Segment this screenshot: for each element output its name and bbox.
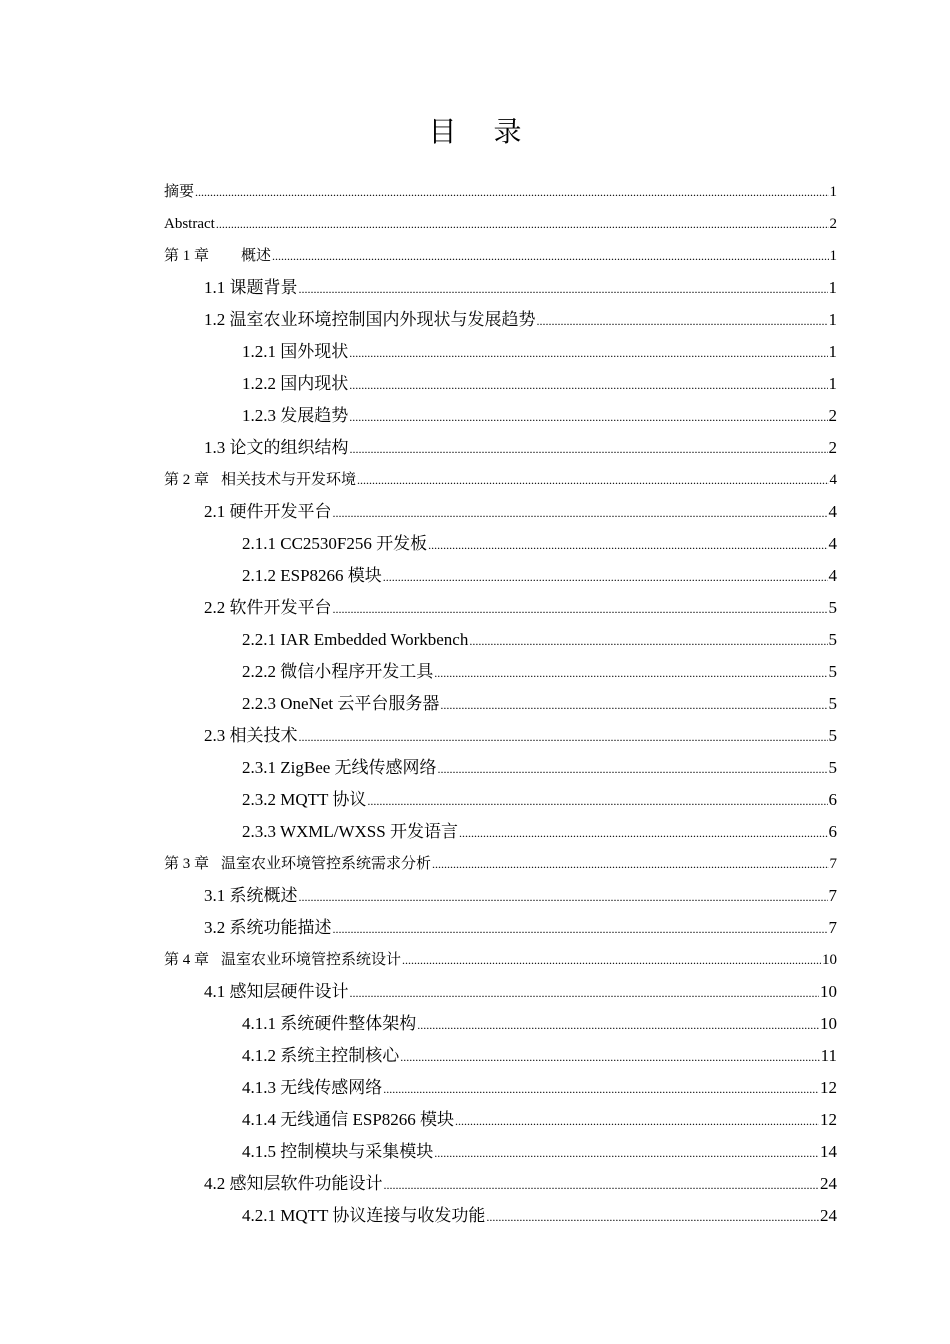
toc-dot-leader [272,240,828,272]
toc-dot-leader [333,593,828,624]
toc-entry-label: 1.1 课题背景 [204,278,298,297]
toc-entry-label: 相关技术与开发环境 [221,472,357,488]
toc-dot-leader [438,753,828,784]
toc-dot-leader [195,176,828,208]
toc-dot-leader [383,1073,819,1104]
toc-entry-label: 4.1.5 控制模块与采集模块 [242,1142,434,1161]
toc-entry[interactable] [164,176,837,208]
toc-entry-label: 2.2.1 IAR Embedded Workbench [242,630,469,649]
toc-dot-leader [469,625,827,656]
toc-entry[interactable] [164,912,837,944]
toc-entry-label: Abstract [164,216,215,232]
toc-page-number: 10 [820,1014,837,1033]
toc-entry[interactable] [164,464,837,496]
toc-entry-label: 1.2.1 国外现状 [242,342,349,361]
toc-page-number: 7 [828,918,837,937]
toc-entry-label: 2.3.3 WXML/WXSS 开发语言 [242,822,458,841]
toc-entry[interactable] [164,368,837,400]
toc-page-number: 4 [828,534,837,553]
toc-entry[interactable] [164,752,837,784]
toc-dot-leader [417,1009,819,1040]
toc-dot-leader [384,1169,820,1200]
toc-entry-label: 2.1.2 ESP8266 模块 [242,566,382,585]
toc-entry[interactable] [164,272,837,304]
toc-dot-leader [440,689,827,720]
toc-dot-leader [333,913,828,944]
toc-entry[interactable] [164,784,837,816]
toc-dot-leader [350,977,820,1008]
toc-entry-label: 4.2.1 MQTT 协议连接与收发功能 [242,1206,486,1225]
toc-entry[interactable] [164,688,837,720]
toc-entry-label: 2.1.1 CC2530F256 开发板 [242,534,428,553]
toc-entry[interactable] [164,304,837,336]
toc-entry-label: 1.2 温室农业环境控制国内外现状与发展趋势 [204,310,536,329]
toc-entry[interactable] [164,944,837,976]
toc-entry[interactable] [164,592,837,624]
toc-entry-label: 2.3.1 ZigBee 无线传感网络 [242,758,437,777]
toc-entry[interactable] [164,432,837,464]
toc-page-number: 1 [829,248,837,264]
toc-page-number: 1 [828,278,837,297]
toc-page-number: 5 [828,630,837,649]
toc-page-number: 2 [828,438,837,457]
toc-dot-leader [383,561,828,592]
toc-entry-label: 2.3 相关技术 [204,726,298,745]
toc-entry-label: 3.2 系统功能描述 [204,918,332,937]
toc-dot-leader [350,433,828,464]
toc-entry[interactable] [164,528,837,560]
toc-dot-leader [357,464,828,496]
toc-entry[interactable] [164,496,837,528]
toc-entry-label: 2.2.2 微信小程序开发工具 [242,662,434,681]
toc-dot-leader [537,305,828,336]
toc-chapter-number: 第 4 章 [164,952,210,968]
toc-entry-label: 4.1 感知层硬件设计 [204,982,349,1001]
toc-chapter-number: 第 2 章 [164,472,210,488]
toc-entry[interactable] [164,656,837,688]
toc-dot-leader [349,337,827,368]
toc-entry[interactable] [164,720,837,752]
toc-dot-leader [400,1041,819,1072]
toc-dot-leader [333,497,828,528]
toc-page-number: 10 [822,952,837,968]
toc-entry-label: 3.1 系统概述 [204,886,298,905]
toc-dot-leader [349,369,827,400]
toc-entry-label: 1.3 论文的组织结构 [204,438,349,457]
toc-dot-leader [428,529,827,560]
toc-entry-label: 4.1.2 系统主控制核心 [242,1046,400,1065]
toc-entry[interactable] [164,1008,837,1040]
toc-page-number: 7 [828,886,837,905]
toc-entry-label: 2.3.2 MQTT 协议 [242,790,367,809]
toc-entry-label: 2.2 软件开发平台 [204,598,332,617]
toc-page-number: 6 [828,822,837,841]
toc-entry[interactable] [164,848,837,880]
toc-page-number: 5 [828,598,837,617]
toc-dot-leader [434,1137,819,1168]
toc-page-number: 5 [828,694,837,713]
toc-page-number: 11 [820,1046,837,1065]
toc-page-number: 24 [820,1206,837,1225]
toc-entry[interactable] [164,624,837,656]
toc-entry-label: 4.1.4 无线通信 ESP8266 模块 [242,1110,455,1129]
toc-entry-label: 4.2 感知层软件功能设计 [204,1174,383,1193]
toc-page-number: 1 [828,310,837,329]
toc-chapter-number: 第 3 章 [164,856,210,872]
toc-page-number: 4 [829,472,837,488]
toc-dot-leader [434,657,827,688]
toc-page-number: 12 [820,1110,837,1129]
toc-page-number: 1 [829,184,837,200]
toc-page-number: 5 [828,662,837,681]
toc-entry-label: 概述 [241,248,272,264]
toc-dot-leader [367,785,827,816]
toc-page-number: 5 [828,726,837,745]
toc-entry[interactable] [164,240,837,272]
toc-page-number: 6 [828,790,837,809]
toc-chapter-number: 第 1 章 [164,248,210,264]
toc-page-number: 1 [828,342,837,361]
toc-page-number: 24 [820,1174,837,1193]
toc-page-number: 4 [828,566,837,585]
toc-entry[interactable] [164,208,837,240]
toc-entry[interactable] [164,560,837,592]
toc-dot-leader [455,1105,819,1136]
toc-dot-leader [402,944,821,976]
toc-dot-leader [432,848,828,880]
toc-entry[interactable] [164,976,837,1008]
toc-page-number: 10 [820,982,837,1001]
toc-list [164,176,837,1232]
toc-entry-label: 摘要 [164,184,195,200]
toc-entry-label: 4.1.3 无线传感网络 [242,1078,383,1097]
toc-entry[interactable] [164,1072,837,1104]
toc-entry-label: 4.1.1 系统硬件整体架构 [242,1014,417,1033]
toc-dot-leader [299,721,828,752]
toc-page-number: 7 [829,856,837,872]
toc-entry-label: 2.1 硬件开发平台 [204,502,332,521]
toc-entry-label: 1.2.3 发展趋势 [242,406,349,425]
toc-dot-leader [486,1201,819,1232]
toc-entry-label: 2.2.3 OneNet 云平台服务器 [242,694,440,713]
toc-entry-label: 温室农业环境管控系统设计 [221,952,402,968]
toc-entry[interactable] [164,400,837,432]
toc-entry[interactable] [164,880,837,912]
toc-entry[interactable] [164,1104,837,1136]
toc-entry[interactable] [164,336,837,368]
toc-dot-leader [299,881,828,912]
toc-entry[interactable] [164,1136,837,1168]
toc-entry-label: 1.2.2 国内现状 [242,374,349,393]
toc-page-number: 2 [828,406,837,425]
toc-dot-leader [459,817,828,848]
toc-dot-leader [299,273,828,304]
toc-entry[interactable] [164,1168,837,1200]
toc-page-number: 1 [828,374,837,393]
toc-dot-leader [349,401,827,432]
toc-entry[interactable] [164,1040,837,1072]
toc-page-number: 5 [828,758,837,777]
toc-entry[interactable] [164,1200,837,1232]
toc-entry[interactable] [164,816,837,848]
toc-page-number: 4 [828,502,837,521]
toc-page-number: 2 [829,216,837,232]
toc-entry-label: 温室农业环境管控系统需求分析 [221,856,432,872]
toc-title: 目 录 [428,115,536,148]
toc-page-number: 12 [820,1078,837,1097]
toc-page-number: 14 [820,1142,837,1161]
toc-dot-leader [216,208,829,240]
